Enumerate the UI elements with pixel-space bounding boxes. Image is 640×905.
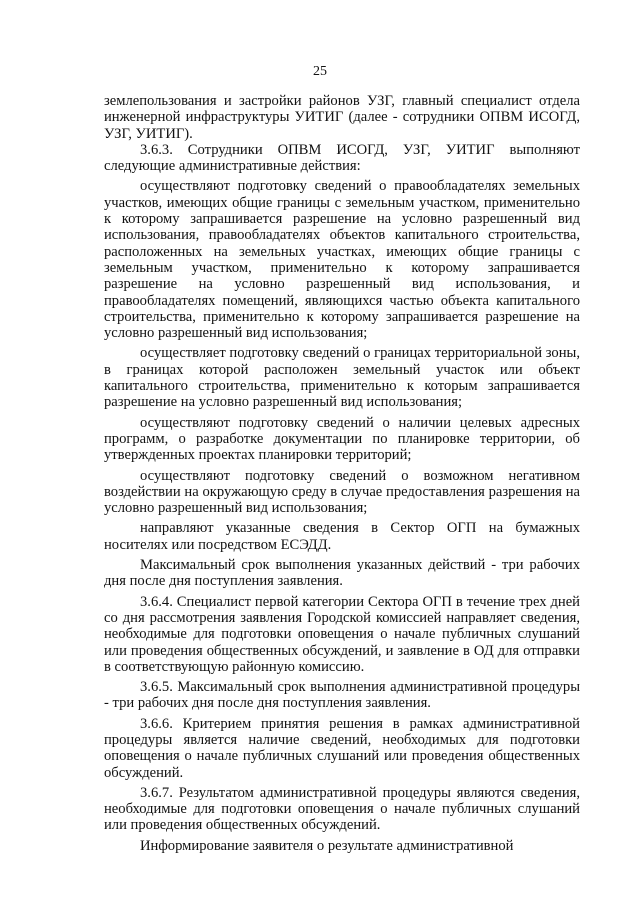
- paragraph: осуществляют подготовку сведений о наличии целевых адресных программ, о разработке документации по планировке территории, об утвержденных проектах планировки территорий;: [104, 414, 580, 464]
- page-number: 25: [313, 64, 327, 79]
- paragraph: Максимальный срок выполнения указанных действий - три рабочих дня после дня поступления заявления.: [104, 557, 580, 590]
- paragraph: 3.6.4. Специалист первой категории Сектора ОГП в течение трех дней со дня рассмотрения заявления Городской комиссией направляет сведения, необходимые для подготовки оповещения о начале публичных слушаний или проведения общественных обсуждений, и заявление в ОД для отправки в соответствующую районную комиссию.: [104, 593, 580, 675]
- paragraph: осуществляют подготовку сведений о возможном негативном воздействии на окружающую среду в случае предоставления разрешения на условно разрешенный вид использования;: [104, 467, 580, 517]
- document-body: [104, 93, 580, 854]
- paragraph: направляют указанные сведения в Сектор ОГП на бумажных носителях или посредством ЕСЭДД.: [104, 520, 580, 553]
- paragraph: землепользования и застройки районов УЗГ, главный специалист отдела инженерной инфраструктуры УИТИГ (далее - сотрудники ОПВМ ИСОГД, УЗГ, УИТИГ).: [104, 93, 580, 142]
- paragraph: осуществляют подготовку сведений о правообладателях земельных участков, имеющих общие границы с земельным участком, применительно к которому запрашивается разрешение на условно разрешенный вид использования, правообладателях объектов капитального строительства, расположенных на земельных участках, имеющих общие границы с земельным участком, применительно к которому запрашивается разрешение на условно разрешенный вид использования, и правообладателях помещений, являющихся частью объекта капитального строительства, применительно к которому запрашивается разрешение на условно разрешенный вид использования;: [104, 178, 580, 342]
- paragraph: осуществляет подготовку сведений о границах территориальной зоны, в границах которой расположен земельный участок или объект капитального строительства, применительно к которым запрашивается разрешение на условно разрешенный вид использования;: [104, 345, 580, 411]
- paragraph: 3.6.5. Максимальный срок выполнения административной процедуры - три рабочих дня после дня поступления заявления.: [104, 679, 580, 712]
- paragraph: Информирование заявителя о результате административной: [140, 837, 514, 854]
- paragraph: 3.6.7. Результатом административной процедуры являются сведения, необходимые для подготовки оповещения о начале публичных слушаний или проведения общественных обсуждений.: [104, 784, 580, 834]
- paragraph: 3.6.6. Критерием принятия решения в рамках административной процедуры является наличие сведений, необходимых для подготовки оповещения о начале публичных слушаний или проведения общественных обсуждений.: [104, 715, 580, 781]
- paragraph: 3.6.3. Сотрудники ОПВМ ИСОГД, УЗГ, УИТИГ выполняют следующие административные действия:: [104, 141, 580, 175]
